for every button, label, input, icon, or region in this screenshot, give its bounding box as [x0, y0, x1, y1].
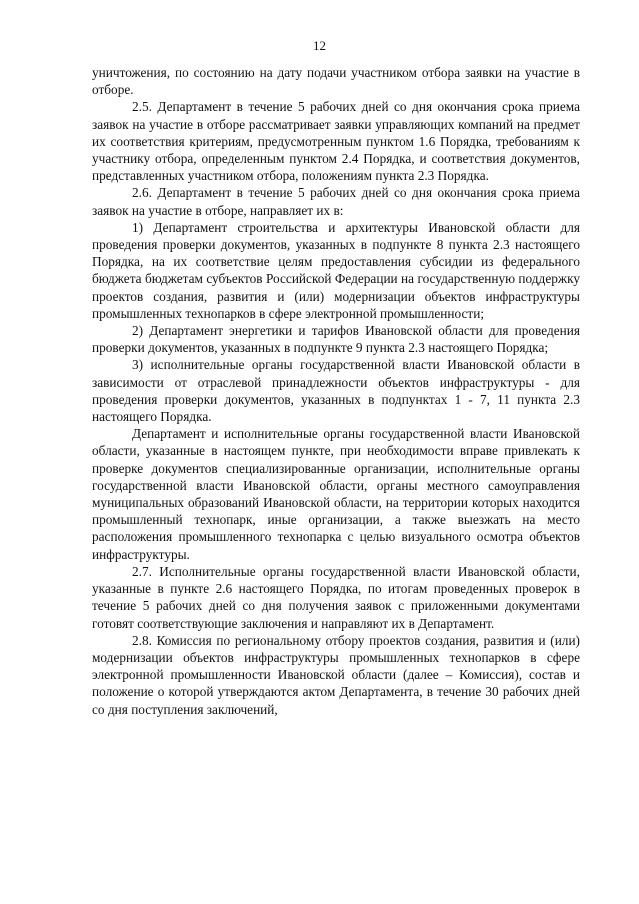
paragraph-2-8: 2.8. Комиссия по региональному отбору проектов создания, развития и (или) модернизации объектов инфраструктуры промышленных технопарков в сфере электронной промышленности Ивановской области (далее – Комиссия), состав и положение о которой утверждаются актом Департамента, в течение 30 рабочих дней со дня поступления заключений, — [92, 632, 580, 717]
paragraph-1-continuation: уничтожения, по состоянию на дату подачи участником отбора заявки на участие в отборе. — [92, 65, 580, 98]
paragraph-2-5: 2.5. Департамент в течение 5 рабочих дней со дня окончания срока приема заявок на участие в отборе рассматривает заявки управляющих компаний на предмет их соответствия критериям, предусмотренным пунктом 1.6 Порядка, требованиям к участнику отбора, определенным пунктом 2.4 Порядка, и соответствия документов, представленных участником отбора, положениям пункта 2.3 Порядка. — [92, 99, 580, 184]
list-item-3: 3) исполнительные органы государственной власти Ивановской области в зависимости от отраслевой принадлежности объектов инфраструктуры - для проведения проверки документов, указанных в подпунктах 1 - 7, 11 пункта 2.3 настоящего Порядка. — [92, 357, 580, 425]
list-item-1: 1) Департамент строительства и архитектуры Ивановской области для проведения проверки документов, указанных в подпункте 8 пункта 2.3 настоящего Порядка, на их соответствие целям предоставления субсидии из федерального бюджета бюджетам субъектов Российской Федерации на государственную поддержку проектов создания, развития и (или) модернизации объектов инфраструктуры промышленных технопарков в сфере электронной промышленности; — [92, 219, 580, 321]
list-item-2: 2) Департамент энергетики и тарифов Ивановской области для проведения проверки документов, указанных в подпункте 9 пункта 2.3 настоящего Порядка; — [92, 323, 580, 356]
document-body — [92, 64, 580, 718]
page-number: 12 — [313, 38, 326, 53]
paragraph-2-6-note: Департамент и исполнительные органы государственной власти Ивановской области, указанные в настоящем пункте, при необходимости вправе привлекать к проверке документов специализированные организации, исполнительные органы государственной власти Ивановской области, органы местного самоуправления муниципальных образований Ивановской области, на территории которых находится промышленный технопарк, иные организации, а также выезжать на место расположения промышленного технопарка с целью визуального осмотра объектов инфраструктуры. — [92, 426, 580, 562]
paragraph-2-7: 2.7. Исполнительные органы государственной власти Ивановской области, указанные в пункте 2.6 настоящего Порядка, по итогам проведенных проверок в течение 5 рабочих дней со дня получения заявок с приложенными документами готовят соответствующие заключения и направляют их в Департамент. — [92, 563, 580, 631]
paragraph-2-6: 2.6. Департамент в течение 5 рабочих дней со дня окончания срока приема заявок на участие в отборе, направляет их в: — [92, 185, 580, 218]
